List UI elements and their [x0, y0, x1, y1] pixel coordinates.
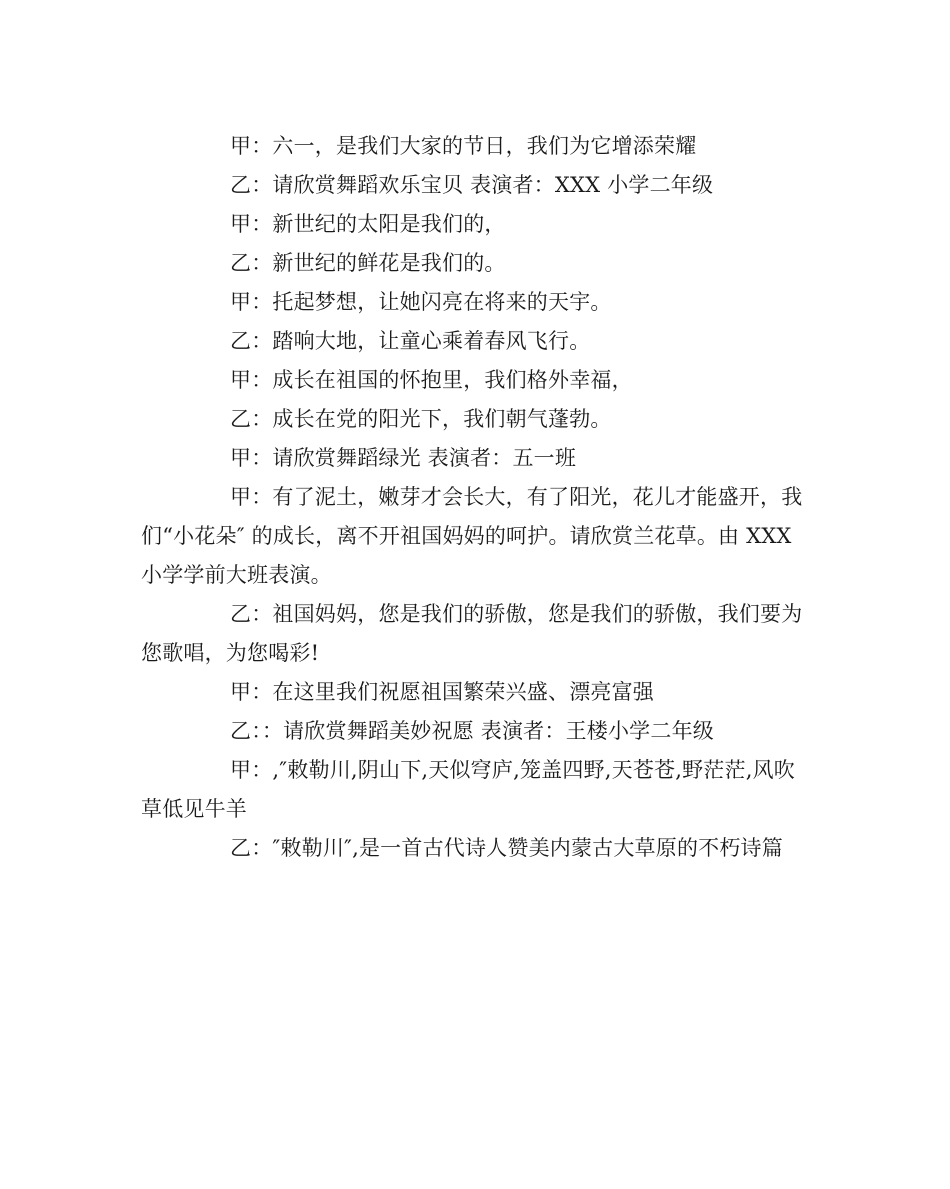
paragraph-6: 乙：踏响大地，让童心乘着春风飞行。 [230, 329, 591, 353]
paragraph-2: 乙：请欣赏舞蹈欢乐宝贝 表演者：XXX 小学二年级 [230, 173, 714, 197]
paragraph-11: 乙：祖国妈妈，您是我们的骄傲，您是我们的骄傲，我们要为您歌唱，为您喝彩! [141, 602, 803, 665]
paragraph-14: 甲：,″敕勒川,阴山下,天似穹庐,笼盖四野,天苍苍,野茫茫,风吹草低见牛羊 [141, 758, 795, 821]
paragraph-7: 甲：成长在祖国的怀抱里，我们格外幸福， [230, 368, 633, 392]
paragraph-9: 甲：请欣赏舞蹈绿光 表演者：五一班 [230, 446, 577, 470]
paragraph-15: 乙：″敕勒川″,是一首古代诗人赞美内蒙古大草原的不朽诗篇 [230, 836, 783, 860]
document-body [141, 127, 806, 868]
paragraph-5: 甲：托起梦想，让她闪亮在将来的天宇。 [230, 290, 612, 314]
paragraph-1: 甲：六一，是我们大家的节日，我们为它增添荣耀 [230, 134, 697, 158]
paragraph-13: 乙：：请欣赏舞蹈美妙祝愿 表演者：王楼小学二年级 [230, 719, 714, 743]
paragraph-4: 乙：新世纪的鲜花是我们的。 [230, 251, 506, 275]
paragraph-8: 乙：成长在党的阳光下，我们朝气蓬勃。 [230, 407, 612, 431]
paragraph-3: 甲：新世纪的太阳是我们的， [230, 212, 506, 236]
paragraph-12: 甲：在这里我们祝愿祖国繁荣兴盛、漂亮富强 [230, 680, 654, 704]
paragraph-10: 甲：有了泥土，嫩芽才会长大，有了阳光，花儿才能盛开，我们“小花朵″ 的成长，离不开祖国妈妈的呵护。请欣赏兰花草。由 XXX 小学学前大班表演。 [141, 485, 803, 587]
